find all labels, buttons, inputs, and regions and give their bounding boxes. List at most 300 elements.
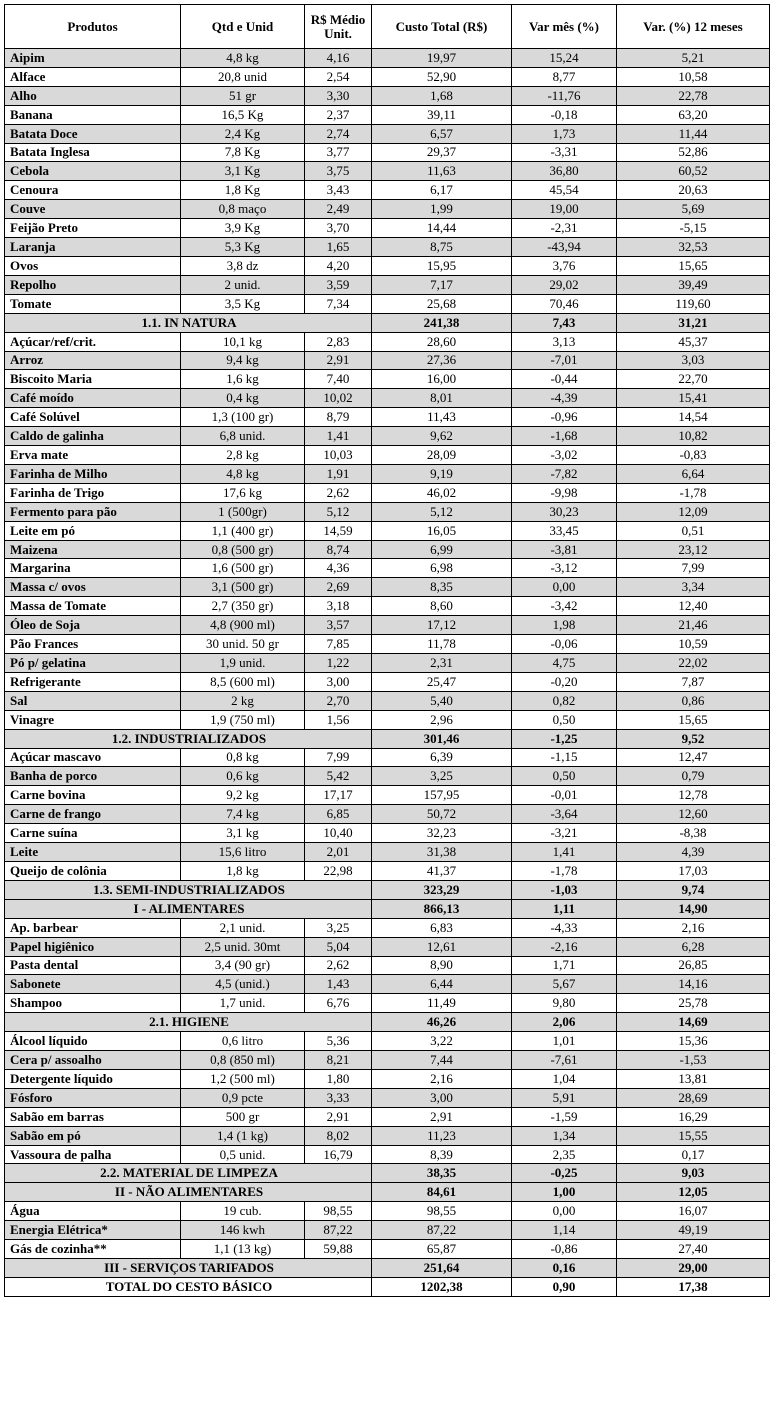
quantity-cell: 2,4 Kg: [181, 124, 305, 143]
total-cost-cell: 12,61: [372, 937, 512, 956]
yearly-var-cell: 12,05: [617, 1183, 770, 1202]
table-row: [5, 1145, 770, 1164]
total-cost-cell: 6,17: [372, 181, 512, 200]
table-row: [5, 559, 770, 578]
total-cost-cell: 25,47: [372, 672, 512, 691]
monthly-var-cell: 1,04: [512, 1069, 617, 1088]
product-name-cell: Café Solúvel: [5, 408, 181, 427]
subtotal-row: [5, 1013, 770, 1032]
unit-price-cell: 3,33: [305, 1088, 372, 1107]
table-row: [5, 143, 770, 162]
total-cost-cell: 8,39: [372, 1145, 512, 1164]
product-name-cell: Feijão Preto: [5, 219, 181, 238]
yearly-var-cell: 9,03: [617, 1164, 770, 1183]
quantity-cell: 1,9 unid.: [181, 654, 305, 673]
monthly-var-cell: 1,34: [512, 1126, 617, 1145]
table-row: [5, 786, 770, 805]
table-row: [5, 49, 770, 68]
table-row: [5, 351, 770, 370]
product-name-cell: Banana: [5, 105, 181, 124]
quantity-cell: 2 kg: [181, 691, 305, 710]
table-row: [5, 540, 770, 559]
unit-price-cell: 7,85: [305, 635, 372, 654]
table-row: [5, 162, 770, 181]
total-cost-cell: 16,00: [372, 370, 512, 389]
total-cost-cell: 1,68: [372, 86, 512, 105]
product-name-cell: Leite: [5, 843, 181, 862]
monthly-var-cell: 1,01: [512, 1032, 617, 1051]
product-name-cell: Sabão em pó: [5, 1126, 181, 1145]
quantity-cell: 10,1 kg: [181, 332, 305, 351]
product-name-cell: Shampoo: [5, 994, 181, 1013]
unit-price-cell: 2,74: [305, 124, 372, 143]
quantity-cell: 15,6 litro: [181, 843, 305, 862]
total-cost-cell: 87,22: [372, 1221, 512, 1240]
product-name-cell: Biscoito Maria: [5, 370, 181, 389]
table-row: [5, 67, 770, 86]
total-cost-cell: 17,12: [372, 616, 512, 635]
table-row: [5, 691, 770, 710]
total-cost-cell: 8,01: [372, 389, 512, 408]
yearly-var-cell: 22,78: [617, 86, 770, 105]
unit-price-cell: 3,18: [305, 597, 372, 616]
table-row: [5, 238, 770, 257]
table-row: [5, 332, 770, 351]
unit-price-cell: 5,42: [305, 767, 372, 786]
yearly-var-cell: -5,15: [617, 219, 770, 238]
header-12-month-variation: Var. (%) 12 meses: [617, 5, 770, 49]
header-quantity-unit: Qtd e Unid: [181, 5, 305, 49]
header-row: [5, 5, 770, 49]
yearly-var-cell: 49,19: [617, 1221, 770, 1240]
table-row: [5, 1069, 770, 1088]
product-name-cell: Cebola: [5, 162, 181, 181]
yearly-var-cell: 14,54: [617, 408, 770, 427]
monthly-var-cell: 1,00: [512, 1183, 617, 1202]
quantity-cell: 1,9 (750 ml): [181, 710, 305, 729]
quantity-cell: 4,8 kg: [181, 464, 305, 483]
subtotal-row: [5, 899, 770, 918]
quantity-cell: 2,1 unid.: [181, 918, 305, 937]
total-cost-cell: 11,43: [372, 408, 512, 427]
yearly-var-cell: 2,16: [617, 918, 770, 937]
unit-price-cell: 2,62: [305, 956, 372, 975]
unit-price-cell: 2,62: [305, 483, 372, 502]
yearly-var-cell: 14,69: [617, 1013, 770, 1032]
total-cost-cell: 9,62: [372, 427, 512, 446]
product-name-cell: Carne de frango: [5, 805, 181, 824]
yearly-var-cell: 0,79: [617, 767, 770, 786]
header-products: Produtos: [5, 5, 181, 49]
total-cost-cell: 25,68: [372, 294, 512, 313]
yearly-var-cell: -1,78: [617, 483, 770, 502]
total-cost-cell: 1202,38: [372, 1277, 512, 1296]
monthly-var-cell: -0,96: [512, 408, 617, 427]
monthly-var-cell: -11,76: [512, 86, 617, 105]
monthly-var-cell: 0,82: [512, 691, 617, 710]
table-row: [5, 1126, 770, 1145]
table-row: [5, 672, 770, 691]
monthly-var-cell: 2,06: [512, 1013, 617, 1032]
monthly-var-cell: 1,11: [512, 899, 617, 918]
unit-price-cell: 2,37: [305, 105, 372, 124]
product-name-cell: Leite em pó: [5, 521, 181, 540]
table-row: [5, 446, 770, 465]
table-row: [5, 200, 770, 219]
product-name-cell: Alface: [5, 67, 181, 86]
monthly-var-cell: -0,44: [512, 370, 617, 389]
yearly-var-cell: 3,34: [617, 578, 770, 597]
yearly-var-cell: 5,21: [617, 49, 770, 68]
total-cost-cell: 301,46: [372, 729, 512, 748]
product-name-cell: Pó p/ gelatina: [5, 654, 181, 673]
subtotal-row: [5, 313, 770, 332]
yearly-var-cell: -1,53: [617, 1051, 770, 1070]
table-row: [5, 1051, 770, 1070]
yearly-var-cell: 6,28: [617, 937, 770, 956]
yearly-var-cell: -8,38: [617, 824, 770, 843]
quantity-cell: 1,8 kg: [181, 861, 305, 880]
monthly-var-cell: -3,02: [512, 446, 617, 465]
total-cost-cell: 46,02: [372, 483, 512, 502]
total-cost-cell: 46,26: [372, 1013, 512, 1032]
subtotal-label: II - NÃO ALIMENTARES: [5, 1183, 372, 1202]
quantity-cell: 4,8 kg: [181, 49, 305, 68]
total-cost-cell: 866,13: [372, 899, 512, 918]
product-name-cell: Café moído: [5, 389, 181, 408]
unit-price-cell: 8,21: [305, 1051, 372, 1070]
product-name-cell: Batata Doce: [5, 124, 181, 143]
quantity-cell: 9,4 kg: [181, 351, 305, 370]
total-cost-cell: 8,60: [372, 597, 512, 616]
unit-price-cell: 7,34: [305, 294, 372, 313]
total-cost-cell: 3,25: [372, 767, 512, 786]
total-cost-cell: 14,44: [372, 219, 512, 238]
monthly-var-cell: 7,43: [512, 313, 617, 332]
yearly-var-cell: 45,37: [617, 332, 770, 351]
table-row: [5, 294, 770, 313]
yearly-var-cell: 7,87: [617, 672, 770, 691]
total-cost-cell: 32,23: [372, 824, 512, 843]
unit-price-cell: 3,75: [305, 162, 372, 181]
monthly-var-cell: -1,68: [512, 427, 617, 446]
product-name-cell: Gás de cozinha**: [5, 1240, 181, 1259]
yearly-var-cell: 63,20: [617, 105, 770, 124]
product-name-cell: Repolho: [5, 275, 181, 294]
yearly-var-cell: 10,58: [617, 67, 770, 86]
yearly-var-cell: 21,46: [617, 616, 770, 635]
quantity-cell: 1 (500gr): [181, 502, 305, 521]
product-name-cell: Erva mate: [5, 446, 181, 465]
product-name-cell: Aipim: [5, 49, 181, 68]
total-cost-cell: 84,61: [372, 1183, 512, 1202]
yearly-var-cell: 6,64: [617, 464, 770, 483]
product-name-cell: Sabonete: [5, 975, 181, 994]
total-cost-cell: 11,49: [372, 994, 512, 1013]
monthly-var-cell: 15,24: [512, 49, 617, 68]
yearly-var-cell: 15,36: [617, 1032, 770, 1051]
total-cost-cell: 16,05: [372, 521, 512, 540]
total-cost-cell: 28,09: [372, 446, 512, 465]
total-cost-cell: 27,36: [372, 351, 512, 370]
yearly-var-cell: 9,74: [617, 880, 770, 899]
total-cost-cell: 2,96: [372, 710, 512, 729]
unit-price-cell: 14,59: [305, 521, 372, 540]
total-cost-cell: 39,11: [372, 105, 512, 124]
monthly-var-cell: 4,75: [512, 654, 617, 673]
subtotal-label: 2.1. HIGIENE: [5, 1013, 372, 1032]
monthly-var-cell: -1,78: [512, 861, 617, 880]
product-name-cell: Cenoura: [5, 181, 181, 200]
monthly-var-cell: 0,00: [512, 578, 617, 597]
unit-price-cell: 2,69: [305, 578, 372, 597]
table-row: [5, 408, 770, 427]
unit-price-cell: 3,25: [305, 918, 372, 937]
total-cost-cell: 50,72: [372, 805, 512, 824]
unit-price-cell: 6,85: [305, 805, 372, 824]
yearly-var-cell: 15,65: [617, 256, 770, 275]
subtotal-label: 2.2. MATERIAL DE LIMPEZA: [5, 1164, 372, 1183]
product-name-cell: Detergente líquido: [5, 1069, 181, 1088]
product-name-cell: Água: [5, 1202, 181, 1221]
quantity-cell: 1,6 kg: [181, 370, 305, 389]
total-cost-cell: 6,39: [372, 748, 512, 767]
monthly-var-cell: -0,01: [512, 786, 617, 805]
unit-price-cell: 1,91: [305, 464, 372, 483]
total-cost-cell: 8,35: [372, 578, 512, 597]
total-cost-cell: 3,00: [372, 1088, 512, 1107]
monthly-var-cell: -3,42: [512, 597, 617, 616]
monthly-var-cell: -2,31: [512, 219, 617, 238]
quantity-cell: 1,4 (1 kg): [181, 1126, 305, 1145]
product-name-cell: Sal: [5, 691, 181, 710]
unit-price-cell: 10,02: [305, 389, 372, 408]
unit-price-cell: 3,00: [305, 672, 372, 691]
product-name-cell: Fermento para pão: [5, 502, 181, 521]
table-row: [5, 654, 770, 673]
total-cost-cell: 3,22: [372, 1032, 512, 1051]
unit-price-cell: 1,41: [305, 427, 372, 446]
quantity-cell: 1,2 (500 ml): [181, 1069, 305, 1088]
unit-price-cell: 4,20: [305, 256, 372, 275]
total-cost-cell: 7,17: [372, 275, 512, 294]
monthly-var-cell: 36,80: [512, 162, 617, 181]
unit-price-cell: 1,43: [305, 975, 372, 994]
unit-price-cell: 6,76: [305, 994, 372, 1013]
total-cost-cell: 8,75: [372, 238, 512, 257]
quantity-cell: 1,3 (100 gr): [181, 408, 305, 427]
product-name-cell: Energia Elétrica*: [5, 1221, 181, 1240]
monthly-var-cell: 70,46: [512, 294, 617, 313]
total-cost-cell: 6,44: [372, 975, 512, 994]
quantity-cell: 2 unid.: [181, 275, 305, 294]
quantity-cell: 0,8 (850 ml): [181, 1051, 305, 1070]
product-name-cell: Papel higiênico: [5, 937, 181, 956]
table-row: [5, 124, 770, 143]
subtotal-label: TOTAL DO CESTO BÁSICO: [5, 1277, 372, 1296]
table-row: [5, 105, 770, 124]
quantity-cell: 7,8 Kg: [181, 143, 305, 162]
total-cost-cell: 7,44: [372, 1051, 512, 1070]
total-cost-cell: 41,37: [372, 861, 512, 880]
monthly-var-cell: 1,71: [512, 956, 617, 975]
yearly-var-cell: 26,85: [617, 956, 770, 975]
product-name-cell: Vassoura de palha: [5, 1145, 181, 1164]
product-name-cell: Maizena: [5, 540, 181, 559]
quantity-cell: 16,5 Kg: [181, 105, 305, 124]
monthly-var-cell: -7,82: [512, 464, 617, 483]
monthly-var-cell: 5,67: [512, 975, 617, 994]
subtotal-row: [5, 729, 770, 748]
table-row: [5, 843, 770, 862]
yearly-var-cell: 60,52: [617, 162, 770, 181]
table-row: [5, 219, 770, 238]
yearly-var-cell: 14,16: [617, 975, 770, 994]
table-row: [5, 1221, 770, 1240]
product-name-cell: Pão Frances: [5, 635, 181, 654]
product-name-cell: Margarina: [5, 559, 181, 578]
unit-price-cell: 4,16: [305, 49, 372, 68]
unit-price-cell: 2,49: [305, 200, 372, 219]
table-row: [5, 805, 770, 824]
yearly-var-cell: 11,44: [617, 124, 770, 143]
product-name-cell: Cera p/ assoalho: [5, 1051, 181, 1070]
quantity-cell: 0,8 (500 gr): [181, 540, 305, 559]
product-name-cell: Pasta dental: [5, 956, 181, 975]
monthly-var-cell: 0,50: [512, 767, 617, 786]
table-row: [5, 521, 770, 540]
unit-price-cell: 7,40: [305, 370, 372, 389]
quantity-cell: 3,8 dz: [181, 256, 305, 275]
unit-price-cell: 98,55: [305, 1202, 372, 1221]
table-body: [5, 49, 770, 1297]
header-total-cost: Custo Total (R$): [372, 5, 512, 49]
table-row: [5, 389, 770, 408]
quantity-cell: 3,1 Kg: [181, 162, 305, 181]
monthly-var-cell: -3,31: [512, 143, 617, 162]
monthly-var-cell: -4,39: [512, 389, 617, 408]
monthly-var-cell: 45,54: [512, 181, 617, 200]
total-cost-cell: 98,55: [372, 1202, 512, 1221]
total-cost-cell: 52,90: [372, 67, 512, 86]
total-cost-cell: 241,38: [372, 313, 512, 332]
total-cost-cell: 2,16: [372, 1069, 512, 1088]
unit-price-cell: 3,70: [305, 219, 372, 238]
table-row: [5, 1032, 770, 1051]
total-cost-cell: 29,37: [372, 143, 512, 162]
subtotal-label: 1.3. SEMI-INDUSTRIALIZADOS: [5, 880, 372, 899]
table-row: [5, 994, 770, 1013]
quantity-cell: 2,7 (350 gr): [181, 597, 305, 616]
product-name-cell: Massa de Tomate: [5, 597, 181, 616]
total-cost-cell: 6,98: [372, 559, 512, 578]
monthly-var-cell: -1,03: [512, 880, 617, 899]
monthly-var-cell: 1,73: [512, 124, 617, 143]
yearly-var-cell: 119,60: [617, 294, 770, 313]
unit-price-cell: 22,98: [305, 861, 372, 880]
yearly-var-cell: 22,02: [617, 654, 770, 673]
monthly-var-cell: -7,61: [512, 1051, 617, 1070]
unit-price-cell: 4,36: [305, 559, 372, 578]
basic-basket-cost-table: [4, 4, 770, 1297]
table-row: [5, 1107, 770, 1126]
monthly-var-cell: 1,14: [512, 1221, 617, 1240]
total-cost-cell: 11,78: [372, 635, 512, 654]
monthly-var-cell: 0,00: [512, 1202, 617, 1221]
subtotal-label: 1.2. INDUSTRIALIZADOS: [5, 729, 372, 748]
unit-price-cell: 5,12: [305, 502, 372, 521]
quantity-cell: 20,8 unid: [181, 67, 305, 86]
total-cost-cell: 11,63: [372, 162, 512, 181]
quantity-cell: 17,6 kg: [181, 483, 305, 502]
total-cost-cell: 31,38: [372, 843, 512, 862]
total-cost-cell: 8,90: [372, 956, 512, 975]
unit-price-cell: 10,03: [305, 446, 372, 465]
yearly-var-cell: 12,09: [617, 502, 770, 521]
header-monthly-variation: Var mês (%): [512, 5, 617, 49]
total-cost-cell: 6,57: [372, 124, 512, 143]
product-name-cell: Açúcar mascavo: [5, 748, 181, 767]
unit-price-cell: 8,02: [305, 1126, 372, 1145]
total-cost-cell: 19,97: [372, 49, 512, 68]
unit-price-cell: 59,88: [305, 1240, 372, 1259]
yearly-var-cell: 12,60: [617, 805, 770, 824]
unit-price-cell: 8,79: [305, 408, 372, 427]
product-name-cell: Carne suína: [5, 824, 181, 843]
quantity-cell: 9,2 kg: [181, 786, 305, 805]
monthly-var-cell: 1,98: [512, 616, 617, 635]
total-cost-cell: 6,99: [372, 540, 512, 559]
monthly-var-cell: -0,20: [512, 672, 617, 691]
product-name-cell: Álcool líquido: [5, 1032, 181, 1051]
unit-price-cell: 2,70: [305, 691, 372, 710]
product-name-cell: Ovos: [5, 256, 181, 275]
monthly-var-cell: 1,41: [512, 843, 617, 862]
monthly-var-cell: 0,16: [512, 1259, 617, 1278]
product-name-cell: Arroz: [5, 351, 181, 370]
quantity-cell: 5,3 Kg: [181, 238, 305, 257]
total-cost-cell: 5,40: [372, 691, 512, 710]
table-row: [5, 1088, 770, 1107]
monthly-var-cell: 2,35: [512, 1145, 617, 1164]
quantity-cell: 1,7 unid.: [181, 994, 305, 1013]
monthly-var-cell: 3,76: [512, 256, 617, 275]
yearly-var-cell: 23,12: [617, 540, 770, 559]
yearly-var-cell: 15,65: [617, 710, 770, 729]
product-name-cell: Fósforo: [5, 1088, 181, 1107]
unit-price-cell: 87,22: [305, 1221, 372, 1240]
yearly-var-cell: 4,39: [617, 843, 770, 862]
yearly-var-cell: 3,03: [617, 351, 770, 370]
product-name-cell: Carne bovina: [5, 786, 181, 805]
yearly-var-cell: 10,59: [617, 635, 770, 654]
quantity-cell: 0,8 kg: [181, 748, 305, 767]
subtotal-label: III - SERVIÇOS TARIFADOS: [5, 1259, 372, 1278]
table-row: [5, 86, 770, 105]
yearly-var-cell: 32,53: [617, 238, 770, 257]
monthly-var-cell: 9,80: [512, 994, 617, 1013]
quantity-cell: 8,5 (600 ml): [181, 672, 305, 691]
total-cost-cell: 38,35: [372, 1164, 512, 1183]
yearly-var-cell: 15,55: [617, 1126, 770, 1145]
unit-price-cell: 3,77: [305, 143, 372, 162]
unit-price-cell: 2,91: [305, 351, 372, 370]
quantity-cell: 146 kwh: [181, 1221, 305, 1240]
monthly-var-cell: -2,16: [512, 937, 617, 956]
table-row: [5, 975, 770, 994]
product-name-cell: Massa c/ ovos: [5, 578, 181, 597]
table-row: [5, 748, 770, 767]
